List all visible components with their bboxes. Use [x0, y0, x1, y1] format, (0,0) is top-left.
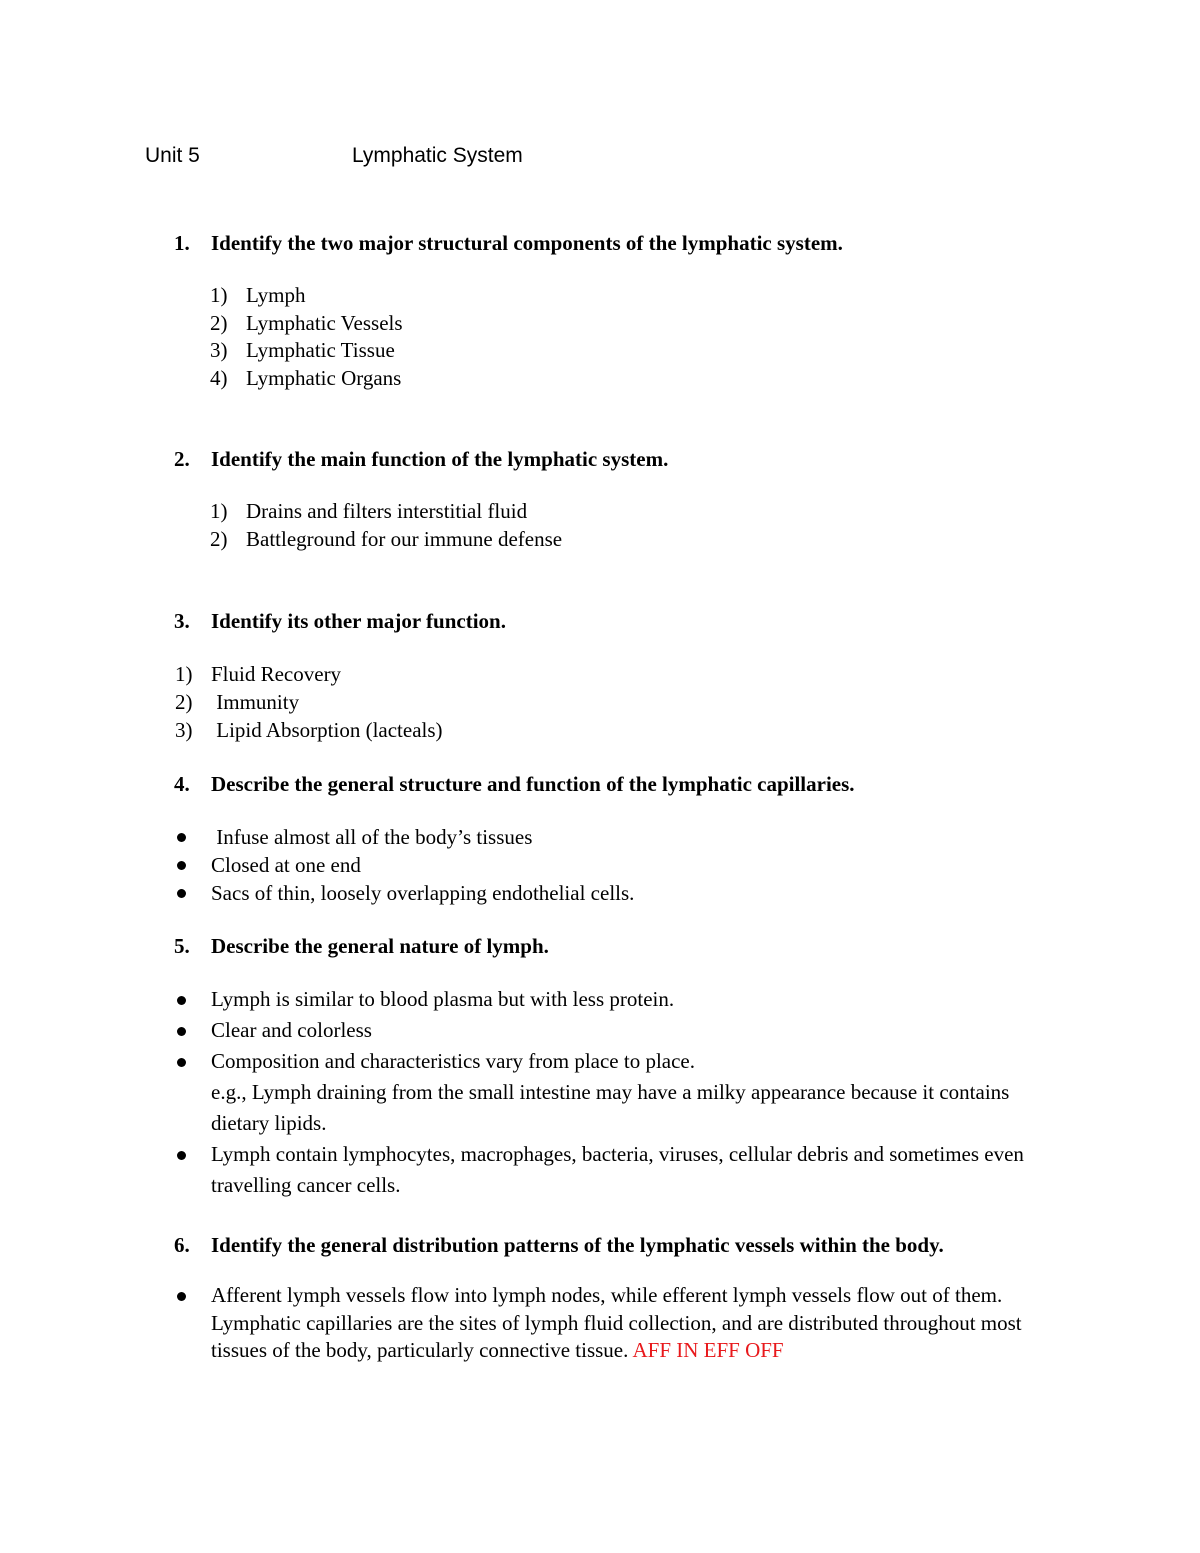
- question-number: 3.: [174, 609, 190, 633]
- list-marker: 1): [210, 499, 228, 523]
- list-marker: 1): [210, 283, 228, 307]
- question-number: 6.: [174, 1233, 190, 1257]
- list-item-text: Infuse almost all of the body’s tissues: [211, 825, 533, 849]
- list-item: [210, 282, 1110, 310]
- list-item-text: Drains and filters interstitial fluid: [246, 499, 528, 523]
- list-item-text: Battleground for our immune defense: [246, 526, 563, 551]
- list-item-text: Afferent lymph vessels flow into lymph nodes, while efferent lymph vessels flow out of them. Lymphatic capillaries are the sites of lymph fluid collection, and are distributed throughout most tissues of the body, particularly connective tissue.: [211, 1283, 1022, 1362]
- list-item-text: Sacs of thin, loosely overlapping endothelial cells.: [211, 881, 635, 905]
- list-item: [210, 310, 1110, 338]
- answer-list-5: [211, 984, 1061, 1201]
- list-item: [210, 498, 1110, 526]
- list-item-text: Closed at one end: [211, 853, 361, 877]
- question-5: [174, 931, 1134, 961]
- list-marker: 3): [175, 718, 193, 742]
- list-item-text: Clear and colorless: [211, 1018, 372, 1042]
- question-text: Describe the general structure and function of the lymphatic capillaries.: [211, 772, 855, 796]
- question-text: Identify the general distribution patterns of the lymphatic vessels within the body.: [211, 1233, 944, 1257]
- list-item: [211, 984, 1061, 1015]
- topic-title: Lymphatic System: [352, 144, 523, 167]
- list-marker: 2): [210, 526, 228, 551]
- list-item: [211, 1046, 1061, 1139]
- question-4: [174, 769, 1134, 799]
- list-item: [211, 851, 1061, 879]
- list-item-text: Immunity: [211, 690, 300, 714]
- list-item: [210, 526, 1110, 554]
- list-item: [210, 365, 1110, 393]
- list-item: [211, 1015, 1061, 1046]
- list-item: [211, 823, 1061, 851]
- list-marker: 2): [175, 690, 193, 714]
- list-item-text: Lymphatic Organs: [246, 365, 402, 390]
- list-marker: 1): [175, 662, 193, 686]
- list-item: [211, 879, 1061, 907]
- list-item-text: Fluid Recovery: [211, 662, 342, 686]
- answer-list-1: [210, 282, 1110, 392]
- list-marker: 3): [210, 338, 228, 362]
- question-3: [174, 606, 1134, 636]
- question-text: Identify the two major structural components of the lymphatic system.: [211, 231, 843, 255]
- list-marker: 2): [210, 310, 228, 335]
- example-note: e.g., Lymph draining from the small intestine may have a milky appearance because it contains dietary lipids.: [211, 1080, 1010, 1135]
- question-number: 2.: [174, 447, 190, 471]
- list-item-text: Composition and characteristics vary from place to place.: [211, 1049, 695, 1073]
- list-item: [211, 1282, 1061, 1365]
- list-item: [175, 716, 1075, 744]
- question-text: Describe the general nature of lymph.: [211, 934, 549, 958]
- list-item-text: Lymphatic Vessels: [246, 310, 403, 335]
- question-number: 1.: [174, 231, 190, 255]
- question-2: [174, 444, 1134, 474]
- answer-list-6: [211, 1282, 1061, 1365]
- list-item: [175, 660, 1075, 688]
- question-text: Identify its other major function.: [211, 609, 506, 633]
- question-6: [174, 1230, 1134, 1260]
- list-marker: 4): [210, 365, 228, 390]
- question-1: [174, 228, 1134, 258]
- question-number: 5.: [174, 934, 190, 958]
- list-item-text: Lymph contain lymphocytes, macrophages, bacteria, viruses, cellular debris and sometimes even travelling cancer cells.: [211, 1142, 1024, 1197]
- unit-label: Unit 5: [145, 144, 200, 167]
- question-text: Identify the main function of the lymphatic system.: [211, 447, 669, 471]
- list-item: [210, 337, 1110, 365]
- list-item: [175, 688, 1075, 716]
- answer-list-3: [175, 660, 1075, 744]
- mnemonic: AFF IN EFF OFF: [632, 1338, 784, 1362]
- list-item: [211, 1139, 1061, 1201]
- list-item-text: Lymph: [246, 283, 306, 307]
- list-item-text: Lymph is similar to blood plasma but with less protein.: [211, 987, 675, 1011]
- list-item-text: Lipid Absorption (lacteals): [211, 718, 443, 742]
- answer-list-4: [211, 823, 1061, 907]
- answer-list-2: [210, 498, 1110, 553]
- question-number: 4.: [174, 772, 190, 796]
- list-item-text: Lymphatic Tissue: [246, 338, 395, 362]
